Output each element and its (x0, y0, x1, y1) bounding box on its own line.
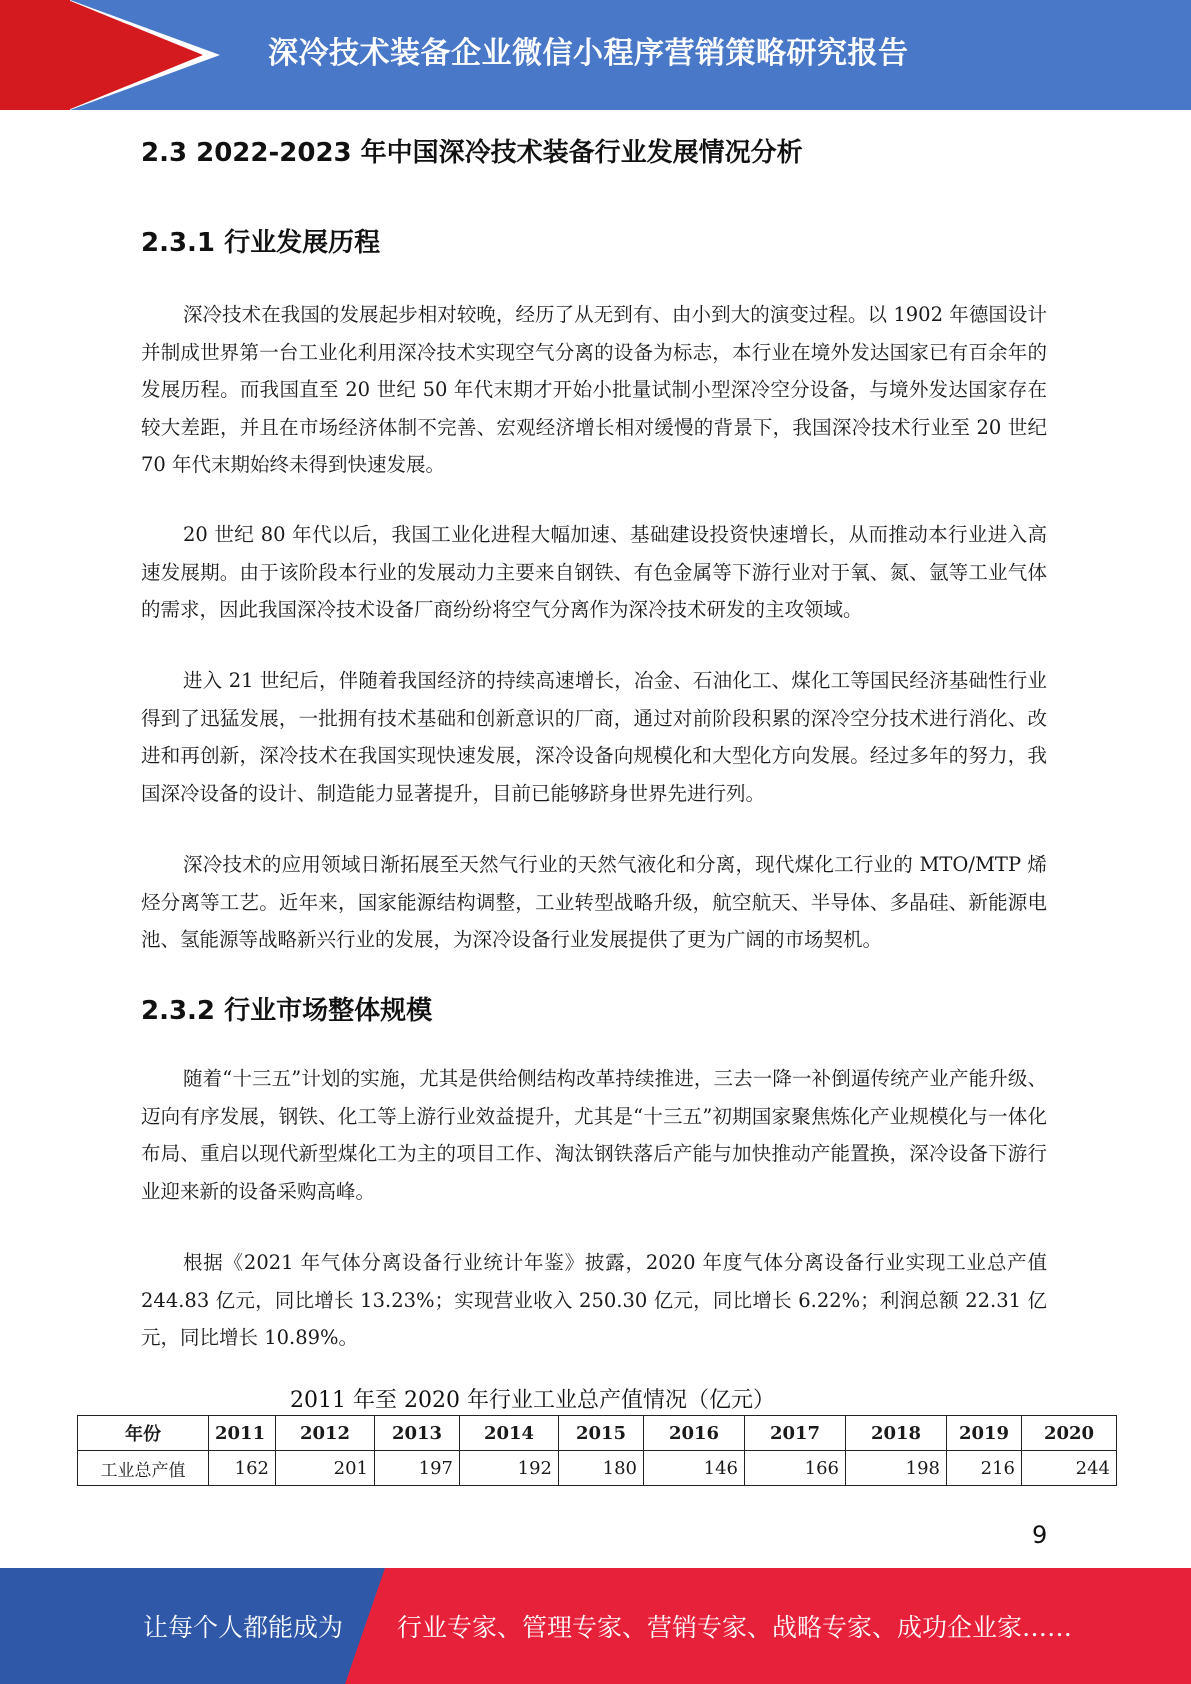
table-value-cell: 197 (375, 1451, 460, 1486)
table-value-cell: 201 (276, 1451, 375, 1486)
paragraph-market-1: 随着“十三五”计划的实施，尤其是供给侧结构改革持续推进，三去一降一补倒逼传统产业产能升级、迈向有序发展，钢铁、化工等上游行业效益提升，尤其是“十三五”初期国家聚焦炼化产业规模化与一体化布局、重启以现代新型煤化工为主的项目工作、淘汰钢铁落后产能与加快推动产能置换，深冷设备下游行业迎来新的设备采购高峰。 (141, 1067, 1047, 1203)
paragraph-history-4: 深冷技术的应用领域日渐拓展至天然气行业的天然气液化和分离，现代煤化工行业的 MTO/MTP 烯烃分离等工艺。近年来，国家能源结构调整，工业转型战略升级，航空航天、半导体、多晶硅、新能源电池、氢能源等战略新兴行业的发展，为深冷设备行业发展提供了更为广阔的市场契机。 (141, 853, 1047, 951)
table-value-cell: 216 (947, 1451, 1022, 1486)
footer-slogan-left: 让每个人都能成为 (143, 1613, 344, 1642)
table-year-cell: 2012 (276, 1416, 375, 1451)
table-row (78, 1451, 1117, 1486)
paragraph-history-2: 20 世纪 80 年代以后，我国工业化进程大幅加速、基础建设投资快速增长，从而推动本行业进入高速发展期。由于该阶段本行业的发展动力主要来自钢铁、有色金属等下游行业对于氧、氮、氩等工业气体的需求，因此我国深冷技术设备厂商纷纷将空气分离作为深冷技术研发的主攻领域。 (141, 523, 1047, 621)
page-footer-band (0, 1568, 1191, 1684)
output-value-table (77, 1415, 1117, 1486)
page-number: 9 (1032, 1521, 1048, 1549)
table-value-cell: 166 (745, 1451, 846, 1486)
paragraph-history-1: 深冷技术在我国的发展起步相对较晚，经历了从无到有、由小到大的演变过程。以 1902 年德国设计并制成世界第一台工业化利用深冷技术实现空气分离的设备为标志，本行业在境外发达国家已有百余年的发展历程。而我国直至 20 世纪 50 年代末期才开始小批量试制小型深冷空分设备，与境外发达国家存在较大差距，并且在市场经济体制不完善、宏观经济增长相对缓慢的背景下，我国深冷技术行业至 20 世纪 70 年代末期始终未得到快速发展。 (141, 303, 1047, 476)
table-value-cell: 162 (209, 1451, 276, 1486)
table-value-cell: 244 (1022, 1451, 1117, 1486)
table-year-cell: 2016 (644, 1416, 745, 1451)
header-red-block (0, 0, 70, 110)
page-header-band (0, 0, 1191, 110)
table-year-cell: 2011 (209, 1416, 276, 1451)
table-caption: 2011 年至 2020 年行业工业总产值情况（亿元） (290, 1388, 775, 1413)
heading-2-3-2: 2.3.2 行业市场整体规模 (141, 996, 433, 1026)
table-header-row (78, 1416, 1117, 1451)
table-value-cell: 192 (460, 1451, 559, 1486)
table-year-cell: 2014 (460, 1416, 559, 1451)
paragraph-history-3: 进入 21 世纪后，伴随着我国经济的持续高速增长，冶金、石油化工、煤化工等国民经济基础性行业得到了迅猛发展，一批拥有技术基础和创新意识的厂商，通过对前阶段积累的深冷空分技术进行消化、改进和再创新，深冷技术在我国实现快速发展，深冷设备向规模化和大型化方向发展。经过多年的努力，我国深冷设备的设计、制造能力显著提升，目前已能够跻身世界先进行列。 (141, 669, 1047, 805)
table-value-cell: 180 (559, 1451, 644, 1486)
table-value-cell: 198 (846, 1451, 947, 1486)
heading-2-3: 2.3 2022-2023 年中国深冷技术装备行业发展情况分析 (141, 138, 803, 168)
table-year-cell: 2015 (559, 1416, 644, 1451)
table-year-cell: 2020 (1022, 1416, 1117, 1451)
table-year-cell: 2017 (745, 1416, 846, 1451)
heading-2-3-1: 2.3.1 行业发展历程 (141, 228, 381, 258)
table-row-label: 工业总产值 (78, 1451, 209, 1486)
table-value-cell: 146 (644, 1451, 745, 1486)
table-year-cell: 2019 (947, 1416, 1022, 1451)
report-title: 深冷技术装备企业微信小程序营销策略研究报告 (268, 36, 909, 71)
header-red-chevron (68, 0, 203, 110)
paragraph-market-2: 根据《2021 年气体分离设备行业统计年鉴》披露，2020 年度气体分离设备行业实现工业总产值 244.83 亿元，同比增长 13.23%；实现营业收入 250.30 亿元，同比增长 6.22%；利润总额 22.31 亿元，同比增长 10.89%。 (141, 1251, 1047, 1349)
footer-slogan-right: 行业专家、管理专家、营销专家、战略专家、成功企业家…… (397, 1613, 1073, 1642)
table-year-cell: 2013 (375, 1416, 460, 1451)
table-year-cell: 2018 (846, 1416, 947, 1451)
footer-blue-slant (345, 1568, 385, 1684)
table-header-label: 年份 (78, 1416, 209, 1451)
